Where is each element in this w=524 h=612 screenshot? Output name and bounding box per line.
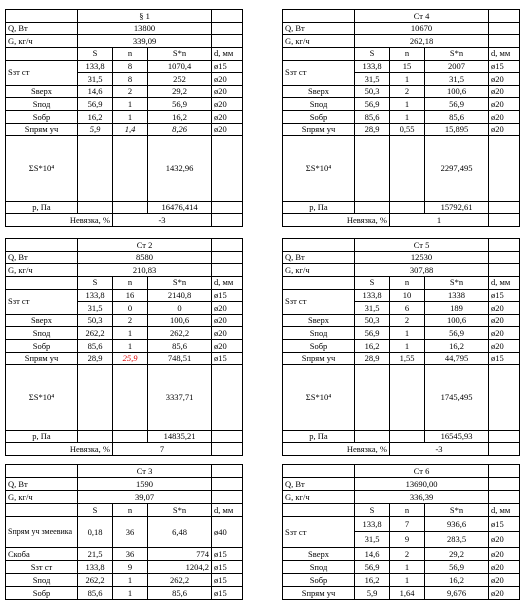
g-label: G, кг/ч [283,264,355,277]
cell: 133,8 [355,289,390,302]
cell: 28,9 [78,352,113,365]
nev-label: Невязка, % [283,443,390,456]
g-value: 262,18 [355,35,489,48]
cell: 28,9 [355,352,390,365]
cell: 31,5 [425,73,489,86]
cell: ø15 [212,573,243,586]
p-value: 15792,61 [425,201,489,214]
sobr-label: Sобр [6,111,78,124]
cell: 31,5 [78,302,113,315]
cell: 1 [390,560,425,573]
cell: 0,55 [390,123,425,136]
g-label: G, кг/ч [283,35,355,48]
cell: ø15 [489,60,520,73]
q-label: Q, Вт [283,22,355,35]
p-value: 16476,414 [148,201,212,214]
cell: ø15 [212,547,243,560]
cell: 85,6 [78,340,113,353]
cell: 262,2 [148,573,212,586]
q-value: 1590 [78,478,212,491]
cell: 2 [113,85,148,98]
cell: 1 [113,573,148,586]
p-label: р, Па [283,430,355,443]
sverh-label: Sверх [283,314,355,327]
cell: 29,2 [425,547,489,560]
cell: 31,5 [78,73,113,86]
cell: 15,895 [425,123,489,136]
cell: 0,18 [78,517,113,547]
cell: 252 [148,73,212,86]
cell: ø20 [489,532,520,547]
cell: 56,9 [148,98,212,111]
table-title: Ст 5 [355,239,489,252]
spram-label: Sпрям уч [6,352,78,365]
table-title: Ст 6 [355,465,489,478]
g-label: G, кг/ч [6,491,78,504]
spram-label: Sпрям уч [6,123,78,136]
col-d-header: d, мм [489,47,520,60]
cell: ø20 [212,73,243,86]
table-title: Ст 3 [78,465,212,478]
cell: 1,55 [390,352,425,365]
cell: 85,6 [78,586,113,599]
col-n-header: n [113,276,148,289]
sobr-label: Sобр [6,586,78,599]
szt-label: Sзт ст [283,289,355,314]
sum-label: ΣS*10⁴ [283,136,355,201]
cell: ø15 [212,560,243,573]
cell: 16,2 [148,111,212,124]
cell: 1,64 [390,586,425,599]
q-value: 10670 [355,22,489,35]
cell: 2 [390,314,425,327]
sverh-label: Sверх [283,547,355,560]
cell: ø15 [489,352,520,365]
szt-label: Sзт ст [283,517,355,547]
cell: 29,2 [148,85,212,98]
calc-table-1 [5,9,243,227]
cell: ø20 [489,560,520,573]
cell: 8 [113,60,148,73]
cell: 748,51 [148,352,212,365]
col-sn-header: S*n [425,276,489,289]
cell: 31,5 [355,532,390,547]
col-d-header: d, мм [212,276,243,289]
cell: 1338 [425,289,489,302]
sverh-label: Sверх [6,314,78,327]
cell: 1 [390,111,425,124]
spod-label: Sпод [283,327,355,340]
g-label: G, кг/ч [6,35,78,48]
cell: ø20 [212,340,243,353]
table-title: Ст 2 [78,239,212,252]
table-title: Ст 4 [355,10,489,23]
cell: 1,4 [113,123,148,136]
cell: 56,9 [425,327,489,340]
cell: 133,8 [355,517,390,532]
p-value: 14835,21 [148,430,212,443]
cell: 56,9 [78,98,113,111]
cell: ø20 [489,111,520,124]
cell: 262,2 [148,327,212,340]
cell: ø20 [212,98,243,111]
cell: ø20 [489,547,520,560]
cell: 85,6 [355,111,390,124]
cell: ø20 [212,327,243,340]
sum-label: ΣS*10⁴ [283,365,355,430]
cell: 50,3 [78,314,113,327]
cell: 50,3 [355,314,390,327]
calc-table-6 [282,464,520,600]
cell: 100,6 [425,314,489,327]
cell: 1 [390,573,425,586]
cell: 28,9 [355,123,390,136]
skoba-label: Скоба [6,547,78,560]
sum-label: ΣS*10⁴ [6,365,78,430]
cell: 6,48 [148,517,212,547]
cell: 16 [113,289,148,302]
cell: ø15 [489,289,520,302]
szt-label: Sзт ст [283,60,355,85]
spod-label: Sпод [6,98,78,111]
sum-value: 1745,495 [425,365,489,430]
spod-label: Sпод [283,98,355,111]
cell: 56,9 [355,560,390,573]
g-value: 307,88 [355,264,489,277]
p-value: 16545,93 [425,430,489,443]
cell: 14,6 [78,85,113,98]
nev-label: Невязка, % [6,443,113,456]
szt-label: Sзт ст [6,60,78,85]
cell: ø20 [489,98,520,111]
cell: 5,9 [78,123,113,136]
cell: ø20 [489,573,520,586]
q-value: 12530 [355,251,489,264]
cell: ø20 [489,327,520,340]
col-d-header: d, мм [489,276,520,289]
cell: 85,6 [148,340,212,353]
cell: 1 [113,111,148,124]
sverh-label: Sверх [283,85,355,98]
cell: 56,9 [355,98,390,111]
cell: 2 [113,314,148,327]
cell: 936,6 [425,517,489,532]
cell: 1204,2 [148,560,212,573]
cell: 16,2 [425,340,489,353]
g-label: G, кг/ч [6,264,78,277]
calc-table-5 [282,238,520,456]
col-sn-header: S*n [425,47,489,60]
cell: 31,5 [355,302,390,315]
cell: 36 [113,517,148,547]
table-title: § 1 [78,10,212,23]
cell: 283,5 [425,532,489,547]
cell: 6 [390,302,425,315]
cell: 774 [148,547,212,560]
cell: 16,2 [355,573,390,586]
cell: 0 [113,302,148,315]
cell: 1 [390,73,425,86]
col-s-header: S [78,276,113,289]
spram-label: Sпрям уч [283,123,355,136]
col-n-header: n [113,47,148,60]
cell: 44,795 [425,352,489,365]
cell: ø15 [212,586,243,599]
cell: ø20 [489,85,520,98]
sum-label: ΣS*10⁴ [6,136,78,201]
nev-value: 7 [113,443,212,456]
cell: 9 [113,560,148,573]
nev-value: -3 [113,214,212,227]
p-label: р, Па [6,201,78,214]
sum-value: 1432,96 [148,136,212,201]
col-s-header: S [355,47,390,60]
cell: 16,2 [425,573,489,586]
cell: 2 [390,547,425,560]
sum-value: 3337,71 [148,365,212,430]
sum-value: 2297,495 [425,136,489,201]
cell: ø20 [489,314,520,327]
col-n-header: n [390,276,425,289]
cell: ø20 [212,85,243,98]
spram-zm-label: Sпрям уч змеевика [6,517,78,547]
cell: 31,5 [355,73,390,86]
cell: ø20 [489,302,520,315]
cell: ø20 [489,586,520,599]
nev-value: 1 [390,214,489,227]
q-label: Q, Вт [6,22,78,35]
cell: ø20 [212,302,243,315]
spod-label: Sпод [6,573,78,586]
col-d-header: d, мм [212,504,243,517]
cell: 8,26 [148,123,212,136]
spram-label: Sпрям уч [283,352,355,365]
cell: 56,9 [425,98,489,111]
col-s-header: S [355,504,390,517]
nev-label: Невязка, % [6,214,113,227]
cell: 262,2 [78,573,113,586]
szt-label: Sзт ст [6,289,78,314]
cell: 16,2 [78,111,113,124]
cell: 7 [390,517,425,532]
col-d-header: d, мм [489,504,520,517]
cell: 21,5 [78,547,113,560]
q-label: Q, Вт [283,251,355,264]
sobr-label: Sобр [283,340,355,353]
calc-table-2 [5,238,243,456]
q-label: Q, Вт [283,478,355,491]
cell: 2140,8 [148,289,212,302]
highlighted-cell: 25,9 [113,352,148,365]
g-label: G, кг/ч [283,491,355,504]
col-s-header: S [355,276,390,289]
cell: 2 [390,85,425,98]
cell: 1 [113,586,148,599]
q-label: Q, Вт [6,478,78,491]
cell: 1 [113,340,148,353]
spram-label: Sпрям уч [283,586,355,599]
cell: ø20 [489,73,520,86]
cell: 16,2 [355,340,390,353]
cell: 10 [390,289,425,302]
cell: ø20 [489,123,520,136]
sobr-label: Sобр [283,573,355,586]
col-n-header: n [390,47,425,60]
cell: ø15 [212,352,243,365]
col-n-header: n [390,504,425,517]
cell: 14,6 [355,547,390,560]
cell: 85,6 [425,111,489,124]
p-label: р, Па [6,430,78,443]
sverh-label: Sверх [6,85,78,98]
p-label: р, Па [283,201,355,214]
g-value: 210,83 [78,264,212,277]
cell: 1 [390,327,425,340]
spod-label: Sпод [6,327,78,340]
cell: 133,8 [78,60,113,73]
cell: ø15 [489,517,520,532]
cell: ø15 [212,289,243,302]
cell: 56,9 [425,560,489,573]
sobr-label: Sобр [6,340,78,353]
q-label: Q, Вт [6,251,78,264]
col-sn-header: S*n [148,504,212,517]
col-n-header: n [113,504,148,517]
cell: 85,6 [148,586,212,599]
col-s-header: S [78,47,113,60]
cell: 1 [390,98,425,111]
calc-table-3 [5,464,243,600]
cell: ø40 [212,517,243,547]
cell: ø20 [212,123,243,136]
cell: 133,8 [355,60,390,73]
g-value: 39,07 [78,491,212,504]
cell: 56,9 [355,327,390,340]
cell: 1 [113,327,148,340]
cell: 36 [113,547,148,560]
q-value: 8580 [78,251,212,264]
cell: 1070,4 [148,60,212,73]
cell: ø20 [489,340,520,353]
cell: 1 [113,98,148,111]
spod-label: Sпод [283,560,355,573]
q-value: 13690,00 [355,478,489,491]
col-sn-header: S*n [148,276,212,289]
cell: 15 [390,60,425,73]
cell: 262,2 [78,327,113,340]
nev-value: -3 [390,443,489,456]
cell: 9,676 [425,586,489,599]
cell: ø15 [212,60,243,73]
nev-label: Невязка, % [283,214,390,227]
cell: ø20 [212,314,243,327]
col-s-header: S [78,504,113,517]
calc-table-4 [282,9,520,227]
cell: 133,8 [78,560,113,573]
col-sn-header: S*n [425,504,489,517]
cell: 100,6 [425,85,489,98]
sobr-label: Sобр [283,111,355,124]
szt-label: Sзт ст [6,560,78,573]
cell: 2007 [425,60,489,73]
g-value: 336,39 [355,491,489,504]
q-value: 13800 [78,22,212,35]
col-sn-header: S*n [148,47,212,60]
cell: 100,6 [148,314,212,327]
g-value: 339,09 [78,35,212,48]
cell: ø20 [212,111,243,124]
cell: 8 [113,73,148,86]
col-d-header: d, мм [212,47,243,60]
cell: 50,3 [355,85,390,98]
cell: 1 [390,340,425,353]
cell: 133,8 [78,289,113,302]
cell: 189 [425,302,489,315]
cell: 9 [390,532,425,547]
cell: 5,9 [355,586,390,599]
cell: 0 [148,302,212,315]
